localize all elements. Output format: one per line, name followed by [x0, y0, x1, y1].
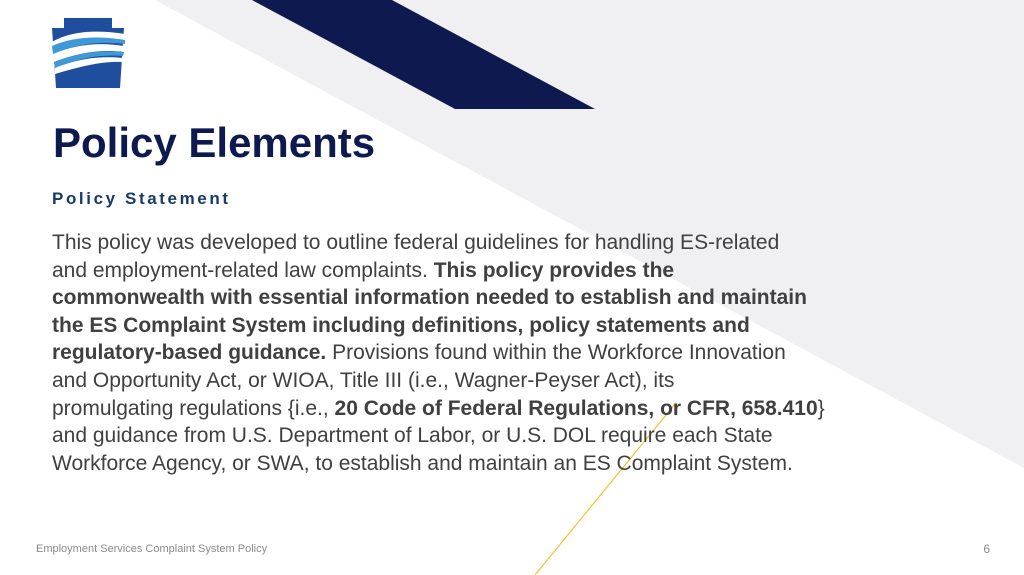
page-number: 6 [983, 542, 990, 556]
body-line-8: and guidance from U.S. Department of Labor, or U.S. DOL require each State [52, 424, 773, 448]
body-line-2 [52, 257, 912, 285]
keystone-logo [50, 16, 126, 88]
body-line-6: and Opportunity Act, or WIOA, Title III (i.e., Wagner-Peyser Act), its [52, 368, 675, 392]
body-text-run: promulgating regulations {i.e., [52, 396, 335, 420]
footer-text: Employment Services Complaint System Policy [36, 543, 268, 555]
body-line-5 [52, 339, 912, 367]
body-text-run: and employment-related law complaints. [52, 258, 434, 282]
cfr-citation: 20 Code of Federal Regulations, or CFR, 658.410 [334, 396, 818, 420]
body-bold-run: regulatory-based guidance. [52, 341, 327, 365]
body-bold-run: the ES Complaint System including definitions, policy statements and [52, 313, 750, 337]
body-line-9: Workforce Agency, or SWA, to establish and maintain an ES Complaint System. [52, 451, 793, 475]
body-line-1: This policy was developed to outline federal guidelines for handling ES-related [52, 231, 780, 254]
body-text-run: } [817, 396, 825, 420]
policy-statement-text [52, 229, 912, 477]
slide-title: Policy Elements [53, 119, 376, 166]
body-line-3 [52, 284, 912, 312]
body-bold-run: This policy provides the [433, 258, 675, 282]
body-bold-run: commonwealth with essential information needed to establish and maintain [52, 286, 807, 310]
body-line-7 [52, 395, 912, 423]
section-subtitle: Policy Statement [52, 189, 231, 208]
body-line-4 [52, 312, 912, 340]
body-text-run: Provisions found within the Workforce Innovation [326, 341, 786, 365]
